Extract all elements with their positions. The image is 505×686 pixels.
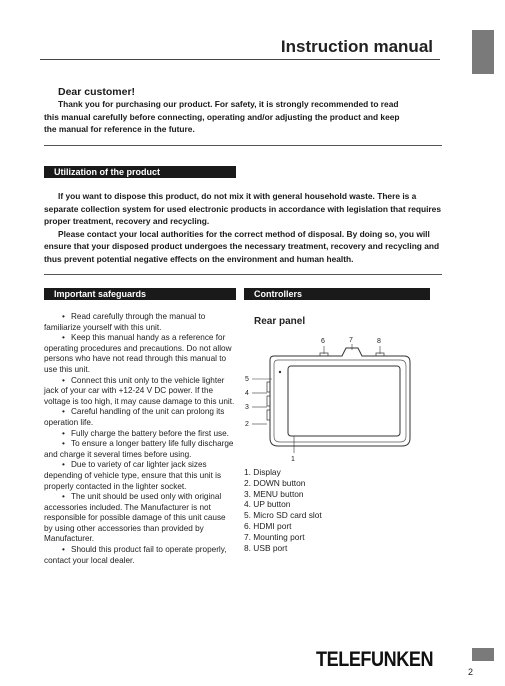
bullet-icon: • [62, 545, 65, 555]
safeguards-list [44, 312, 236, 566]
page-title: Instruction manual [280, 37, 433, 56]
led-indicator [279, 371, 281, 373]
safeguards-heading: Important safeguards [44, 288, 236, 300]
callout-3: 3 [245, 404, 249, 411]
bullet-icon: • [62, 460, 65, 470]
divider-1 [44, 145, 442, 146]
brand-logo: TELEFUNKEN [316, 648, 434, 671]
rear-panel-diagram [236, 334, 436, 464]
part-item: 6. HDMI port [244, 520, 292, 531]
safeguard-item: • Should this product fail to operate properly, contact your local dealer. [44, 545, 227, 565]
callout-8: 8 [377, 338, 381, 345]
greeting-line-1: Thank you for purchasing our product. For safety, it is strongly recommended to read [58, 99, 399, 109]
callout-4: 4 [245, 390, 249, 397]
utilization-text [44, 190, 446, 266]
callout-1: 1 [291, 456, 295, 463]
divider-2 [44, 274, 442, 275]
side-tab-bottom [472, 648, 494, 661]
safeguard-item: • Fully charge the battery before the first use. [62, 428, 229, 438]
callout-2: 2 [245, 421, 249, 428]
callout-lines [252, 344, 380, 453]
part-item: 3. MENU button [244, 488, 304, 499]
safeguard-item: • Due to variety of car lighter jack sizes depending of vehicle type, ensure that this unit is properly contacted in the lighter socket. [44, 460, 222, 491]
bullet-icon: • [62, 407, 65, 417]
callout-5: 5 [245, 376, 249, 383]
part-item: 5. Micro SD card slot [244, 510, 322, 521]
greeting-title: Dear customer! [58, 86, 136, 98]
bullet-icon: • [62, 428, 65, 438]
dashcam-body [270, 348, 410, 446]
bullet-icon: • [62, 492, 65, 502]
part-item: 7. Mounting port [244, 531, 305, 542]
rear-panel-title: Rear panel [254, 316, 306, 327]
safeguard-item: • Careful handling of the unit can prolong its operation life. [44, 407, 225, 427]
safeguard-item: • To ensure a longer battery life fully discharge and charge it several times before using. [44, 439, 234, 459]
bullet-icon: • [62, 312, 65, 321]
parts-list [244, 467, 322, 553]
greeting-text [44, 98, 446, 136]
safeguard-item: • The unit should be used only with original accessories included. The Manufacturer is not responsible for possible damage of this unit cause by using other accessories than provided by Manufacturer. [44, 492, 226, 544]
header-divider [40, 59, 440, 60]
part-item: 4. UP button [244, 499, 291, 510]
bullet-icon: • [62, 333, 65, 343]
safeguard-item: • Connect this unit only to the vehicle lighter jack of your car with +12-24 V DC power. If the voltage is too high, it may cause damage to this unit. [44, 375, 235, 406]
utilization-para-2: Please contact your local authorities for the correct method of disposal. By doing so, you will ensure that your disposed product undergoes the necessary treatment, recovery and recycling and thus prevent potential negative effects on the environment and human health. [44, 228, 440, 264]
utilization-heading: Utilization of the product [44, 166, 236, 178]
greeting-line-3: the manual for reference in the future. [44, 124, 195, 134]
bullet-icon: • [62, 439, 65, 449]
safeguard-item: • Keep this manual handy as a reference for operating procedures and precautions. Do not allow persons who have not read through this manual to use this unit. [44, 333, 232, 374]
side-tab-top [472, 30, 494, 74]
callout-6: 6 [321, 338, 325, 345]
display-screen [288, 366, 400, 436]
greeting-line-2: this manual carefully before connecting, operating and/or adjusting the product and keep [44, 111, 400, 122]
part-item: 1. Display [244, 467, 281, 477]
page-number: 2 [468, 667, 474, 677]
bullet-icon: • [62, 375, 65, 385]
safeguard-item: • Read carefully through the manual to familiarize yourself with this unit. [44, 312, 206, 332]
part-item: 8. USB port [244, 542, 288, 553]
part-item: 2. DOWN button [244, 477, 306, 488]
callout-7: 7 [349, 337, 353, 344]
controllers-heading: Controllers [244, 288, 430, 300]
utilization-para-1: If you want to dispose this product, do not mix it with general household waste. There is a separate collection system for used electronic products in accordance with legislation that requires proper treatment, recovery and recycling. [44, 191, 441, 227]
